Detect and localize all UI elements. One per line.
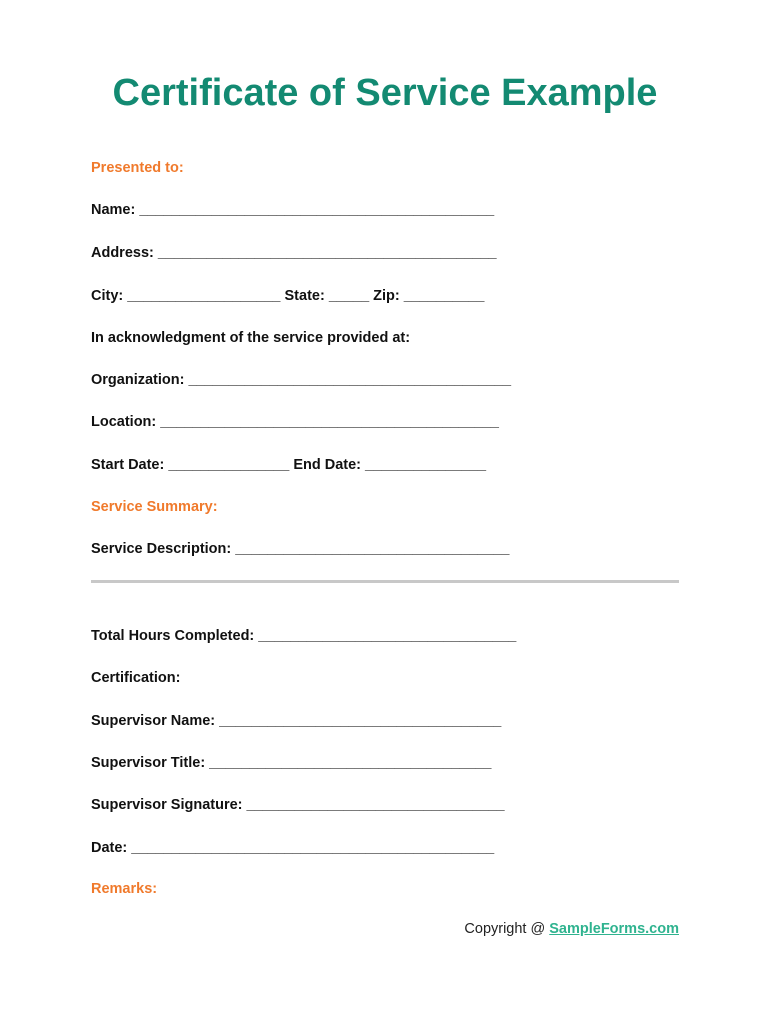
name-field: Name: ____________________________________________ xyxy=(91,202,495,218)
total-hours-field: Total Hours Completed: ________________________________ xyxy=(91,628,517,644)
supervisor-name-field: Supervisor Name: ___________________________________ xyxy=(91,713,502,729)
dates-field: Start Date: _______________ End Date: _______________ xyxy=(91,457,487,473)
certification-label: Certification: xyxy=(91,670,181,686)
organization-field: Organization: ________________________________________ xyxy=(91,372,512,388)
supervisor-signature-field: Supervisor Signature: ________________________________ xyxy=(91,797,505,813)
service-summary-heading: Service Summary: xyxy=(91,499,218,515)
address-field: Address: __________________________________________ xyxy=(91,245,497,261)
remarks-heading: Remarks: xyxy=(91,881,158,897)
divider xyxy=(91,580,679,583)
presented-to-heading: Presented to: xyxy=(91,160,184,176)
date-field: Date: _____________________________________________ xyxy=(91,840,495,856)
location-field: Location: __________________________________________ xyxy=(91,414,499,430)
city-state-zip-field: City: ___________________ State: _____ Zip: __________ xyxy=(91,288,485,304)
sampleforms-link[interactable]: SampleForms.com xyxy=(549,921,679,937)
service-description-field: Service Description: __________________________________ xyxy=(91,541,510,557)
copyright-footer xyxy=(464,921,679,937)
page-title: Certificate of Service Example xyxy=(112,72,658,114)
copyright-text: Copyright @ xyxy=(464,921,550,937)
supervisor-title-field: Supervisor Title: ___________________________________ xyxy=(91,755,492,771)
acknowledgment-text: In acknowledgment of the service provided at: xyxy=(91,330,411,346)
